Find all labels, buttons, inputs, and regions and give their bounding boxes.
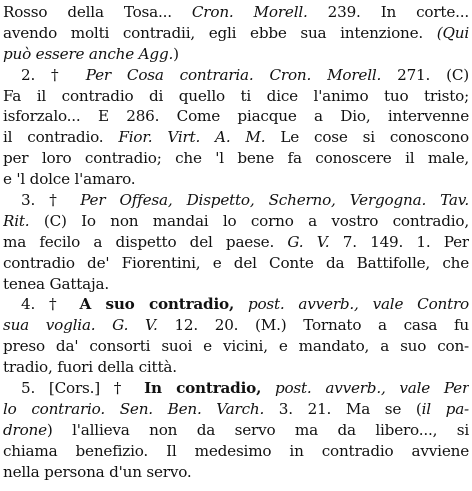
text-line: [3, 441, 469, 462]
text-run: e 'l dolce l'amaro.: [3, 170, 136, 189]
entry-continuation: [3, 2, 469, 65]
text-line: [3, 169, 469, 190]
sense-3: [3, 190, 469, 294]
text-run: chiama benefizio. Il medesimo in contradio avviene: [3, 441, 469, 460]
text-line: [3, 44, 469, 65]
text-run: 12. 20. (M.) Tornato a casa fu: [157, 316, 469, 335]
text-line: [3, 378, 469, 399]
text-line: [3, 462, 469, 483]
text-run: ): [173, 44, 179, 63]
italic-run: post. avverb., vale Per: [274, 379, 469, 398]
italic-run: drone: [3, 420, 47, 439]
text-run: tenea Gattaja.: [3, 274, 109, 293]
text-line: [3, 190, 469, 211]
text-line: [3, 106, 469, 127]
sense-2: [3, 65, 469, 190]
italic-run: Cron. Morell.: [191, 3, 308, 21]
text-line: [3, 399, 469, 420]
text-run: il contradio.: [3, 128, 119, 147]
italic-run: il pa-: [421, 399, 469, 418]
italic-run: sua voglia. G. V.: [3, 316, 158, 335]
italic-run: può essere anche Agg.: [3, 44, 174, 63]
text-run: contradio de' Fiorentini, e del Conte da Battifolle, che: [3, 253, 469, 272]
italic-run: lo contrario. Sen. Ben. Varch.: [3, 399, 265, 418]
italic-run: Per Offesa, Dispetto, Scherno, Vergogna. Tav.: [80, 191, 469, 210]
text-line: [3, 86, 469, 107]
text-run: 7. 149. 1. Per: [329, 232, 469, 251]
text-line: [3, 253, 469, 274]
text-run: Rosso della Tosa...: [3, 3, 192, 21]
text-run: 2. †: [21, 65, 86, 84]
sense-5: [3, 378, 469, 482]
text-run: 5. [Cors.] †: [21, 379, 145, 398]
italic-run: Rit.: [3, 211, 30, 230]
text-run: avendo molti contradii, egli ebbe sua intenzione.: [3, 23, 437, 42]
text-line: [3, 336, 469, 357]
sense-4: [3, 294, 469, 378]
text-run: 239. In corte...: [307, 3, 469, 21]
headword-phrase: In contradio,: [144, 379, 262, 398]
headword-phrase: A suo contradio,: [79, 295, 235, 314]
dictionary-page: [3, 2, 469, 482]
text-line: [3, 127, 469, 148]
text-line: [3, 211, 469, 232]
text-line: [3, 420, 469, 441]
text-run: ma fecilo a dispetto del paese.: [3, 232, 288, 251]
text-line: [3, 357, 469, 378]
text-run: isforzalo... E 286. Come piacque a Dio, intervenne: [3, 107, 469, 126]
italic-run: (Qui: [436, 23, 469, 42]
text-run: Le cose si conoscono: [265, 128, 469, 147]
italic-run: Per Cosa contraria. Cron. Morell.: [85, 65, 382, 84]
text-run: 3. †: [21, 191, 81, 210]
text-run: tradio, fuori della città.: [3, 358, 177, 377]
text-line: [3, 232, 469, 253]
text-run: 271. (C): [381, 65, 469, 84]
text-run: 3. 21. Ma se (: [264, 399, 422, 418]
text-line: [3, 274, 469, 295]
text-run: preso da' consorti suoi e vicini, e mandato, a suo con-: [3, 337, 469, 356]
text-line: [3, 23, 469, 44]
text-line: [3, 294, 469, 315]
text-line: [3, 315, 469, 336]
text-line: [3, 2, 469, 23]
text-run: 4. †: [21, 295, 80, 314]
text-run: (C) Io non mandai lo corno a vostro contradio,: [29, 211, 469, 230]
text-line: [3, 148, 469, 169]
italic-run: post. avverb., vale Contro: [247, 295, 469, 314]
text-run: nella persona d'un servo.: [3, 462, 192, 481]
text-line: [3, 65, 469, 86]
italic-run: Fior. Virt. A. M.: [118, 128, 266, 147]
text-run: Fa il contradio di quello ti dice l'animo tuo tristo;: [3, 86, 469, 105]
italic-run: G. V.: [287, 232, 330, 251]
text-run: ) l'allieva non da servo ma da libero..., si: [46, 420, 469, 439]
text-run: [234, 295, 248, 313]
text-run: [261, 379, 275, 397]
text-run: per loro contradio; che 'l bene fa conoscere il male,: [3, 149, 469, 168]
